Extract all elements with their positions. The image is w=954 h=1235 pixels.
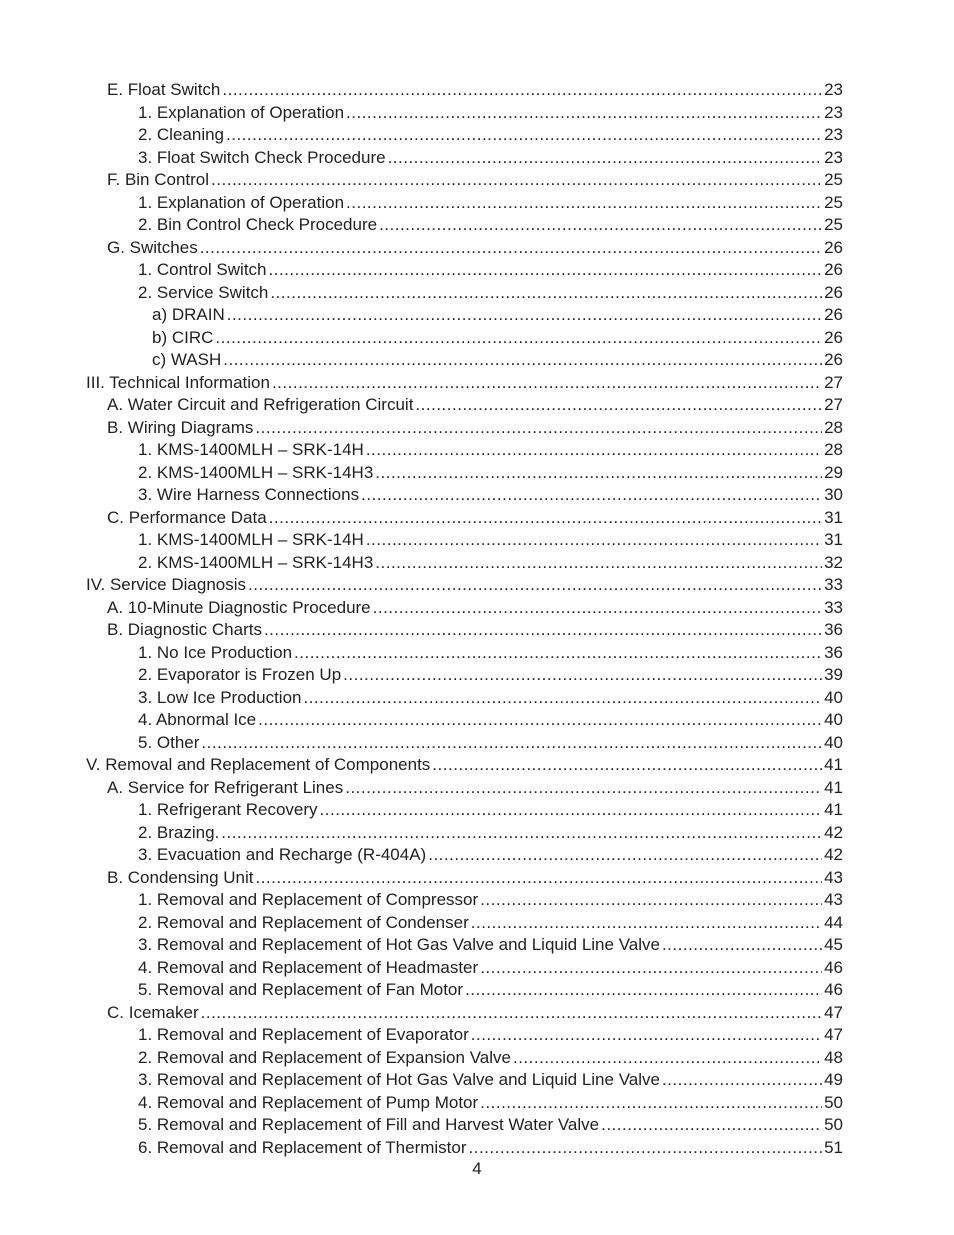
toc-entry-page: 45: [824, 935, 843, 954]
toc-entry[interactable]: [0, 957, 843, 980]
toc-entry[interactable]: [0, 349, 843, 372]
toc-entry-label: 1. Explanation of Operation: [138, 192, 345, 212]
toc-entry-page: 28: [824, 440, 843, 459]
dot-leader: [248, 574, 822, 597]
toc-entry[interactable]: [0, 507, 843, 530]
toc-entry-page: 28: [824, 417, 843, 437]
toc-entry-page: 47: [824, 1002, 843, 1022]
toc-entry[interactable]: [0, 124, 843, 147]
toc-entry-page: 31: [824, 507, 843, 527]
toc-entry-label: 4. Removal and Replacement of Headmaster: [138, 957, 479, 977]
toc-entry-page: 36: [824, 620, 843, 639]
toc-entry-page: 32: [824, 552, 843, 572]
toc-entry[interactable]: [0, 214, 843, 237]
toc-entry[interactable]: [0, 777, 843, 800]
toc-entry-label: 5. Removal and Replacement of Fan Motor: [138, 980, 464, 999]
toc-entry[interactable]: [0, 529, 843, 552]
toc-entry[interactable]: [0, 732, 843, 755]
toc-entry-label: 2. KMS-1400MLH – SRK-14H3: [138, 552, 374, 572]
toc-entry[interactable]: [0, 1024, 843, 1047]
dot-leader: [662, 934, 822, 957]
dot-leader: [269, 507, 822, 530]
toc-entry-page: 25: [824, 192, 843, 212]
toc-entry-page: 33: [824, 575, 843, 594]
toc-entry-page: 23: [824, 125, 843, 144]
toc-entry[interactable]: [0, 687, 843, 710]
toc-entry[interactable]: [0, 192, 843, 215]
toc-entry-label: 1. Removal and Replacement of Evaporator: [138, 1025, 469, 1044]
dot-leader: [379, 214, 822, 237]
toc-entry-label: E. Float Switch: [107, 80, 221, 99]
dot-leader: [361, 484, 822, 507]
dot-leader: [346, 102, 822, 125]
toc-entry-label: c) WASH: [152, 350, 222, 369]
toc-entry-page: 39: [824, 665, 843, 684]
toc-entry[interactable]: [0, 327, 843, 350]
toc-entry[interactable]: [0, 1002, 843, 1025]
dot-leader: [469, 1137, 823, 1160]
toc-entry-page: 27: [824, 395, 843, 414]
toc-entry-page: 42: [824, 845, 843, 864]
toc-entry[interactable]: [0, 709, 843, 732]
dot-leader: [270, 282, 822, 305]
toc-entry-label: 2. Removal and Replacement of Expansion Valve: [138, 1047, 511, 1067]
toc-entry-page: 26: [824, 305, 843, 324]
toc-entry-page: 49: [824, 1070, 843, 1089]
toc-entry[interactable]: [0, 1069, 843, 1092]
toc-entry[interactable]: [0, 394, 843, 417]
toc-entry-label: B. Diagnostic Charts: [107, 620, 262, 639]
toc-entry-page: 44: [824, 912, 843, 932]
toc-entry-label: V. Removal and Replacement of Components: [86, 755, 431, 774]
dot-leader: [662, 1069, 822, 1092]
toc-entry-label: 2. KMS-1400MLH – SRK-14H3: [138, 462, 374, 482]
dot-leader: [258, 709, 822, 732]
toc-entry-page: 27: [824, 372, 843, 392]
toc-entry-page: 43: [824, 890, 843, 909]
toc-entry[interactable]: [0, 867, 843, 890]
page-number: 4: [472, 1159, 482, 1178]
toc-entry-label: 3. Removal and Replacement of Hot Gas Valve and Liquid Line Valve: [138, 1070, 660, 1089]
dot-leader: [480, 1092, 822, 1115]
toc-entry[interactable]: [0, 79, 843, 102]
dot-leader: [303, 687, 822, 710]
dot-leader: [255, 417, 822, 440]
toc-entry[interactable]: [0, 147, 843, 170]
toc-entry-label: III. Technical Information: [86, 372, 270, 392]
toc-entry-label: 1. Explanation of Operation: [138, 102, 345, 122]
toc-entry-label: 2. Service Switch: [138, 282, 269, 302]
toc-entry-page: 33: [824, 597, 843, 617]
dot-leader: [269, 259, 823, 282]
toc-entry-label: A. Water Circuit and Refrigeration Circuit: [107, 395, 414, 414]
dot-leader: [346, 192, 822, 215]
toc-entry-label: 4. Removal and Replacement of Pump Motor: [138, 1092, 479, 1112]
toc-entry-label: 5. Other: [138, 732, 200, 752]
toc-entry-page: 29: [824, 462, 843, 482]
dot-leader: [221, 822, 822, 845]
toc-entry-page: 31: [824, 530, 843, 549]
toc-entry-label: b) CIRC: [152, 327, 214, 347]
toc-entry-label: 1. KMS-1400MLH – SRK-14H: [138, 530, 364, 549]
dot-leader: [366, 439, 822, 462]
dot-leader: [227, 304, 822, 327]
toc-entry[interactable]: [0, 259, 843, 282]
toc-entry-label: 2. Removal and Replacement of Condenser: [138, 912, 469, 932]
toc-entry-page: 25: [824, 170, 843, 189]
toc-entry-page: 47: [824, 1025, 843, 1044]
toc-entry-label: 4. Abnormal Ice: [138, 710, 257, 729]
toc-entry-label: G. Switches: [107, 237, 198, 257]
toc-entry-label: 3. Removal and Replacement of Hot Gas Valve and Liquid Line Valve: [138, 935, 660, 954]
dot-leader: [320, 799, 823, 822]
toc-entry-page: 46: [824, 957, 843, 977]
toc-entry-page: 25: [824, 215, 843, 234]
toc-entry-label: 1. Control Switch: [138, 260, 267, 279]
toc-entry[interactable]: [0, 439, 843, 462]
toc-entry-label: 5. Removal and Replacement of Fill and Harvest Water Valve: [138, 1115, 600, 1134]
toc-entry-label: 2. Bin Control Check Procedure: [138, 215, 378, 234]
dot-leader: [513, 1047, 822, 1070]
dot-leader: [345, 777, 822, 800]
toc-entry-label: 3. Float Switch Check Procedure: [138, 147, 386, 167]
toc-entry[interactable]: [0, 754, 843, 777]
dot-leader: [264, 619, 822, 642]
toc-entry-label: 2. Brazing.: [138, 822, 220, 842]
toc-entry-label: 3. Wire Harness Connections: [138, 485, 360, 504]
toc-entry-page: 50: [824, 1115, 843, 1134]
toc-entry-page: 26: [824, 350, 843, 369]
toc-entry[interactable]: [0, 799, 843, 822]
dot-leader: [211, 169, 822, 192]
toc-entry[interactable]: [0, 462, 843, 485]
toc-entry[interactable]: [0, 934, 843, 957]
toc-entry-page: 41: [824, 777, 843, 797]
toc-entry[interactable]: [0, 1047, 843, 1070]
dot-leader: [223, 349, 822, 372]
dot-leader: [200, 237, 822, 260]
dot-leader: [432, 754, 822, 777]
toc-entry-label: 1. Refrigerant Recovery: [138, 800, 318, 819]
toc-entry[interactable]: [0, 664, 843, 687]
toc-entry[interactable]: [0, 574, 843, 597]
dot-leader: [480, 889, 822, 912]
dot-leader: [465, 979, 822, 1002]
toc-entry-label: 2. Evaporator is Frozen Up: [138, 665, 342, 684]
toc-entry[interactable]: [0, 484, 843, 507]
toc-entry-page: 26: [824, 260, 843, 279]
toc-entry-label: C. Performance Data: [107, 507, 267, 527]
toc-entry-page: 43: [824, 867, 843, 887]
dot-leader: [415, 394, 822, 417]
toc-entry-page: 26: [824, 282, 843, 302]
dot-leader: [428, 844, 822, 867]
toc-entry[interactable]: [0, 304, 843, 327]
dot-leader: [366, 529, 822, 552]
toc-entry-label: IV. Service Diagnosis: [86, 575, 247, 594]
toc-entry-label: A. 10-Minute Diagnostic Procedure: [107, 597, 371, 617]
toc-entry-page: 36: [824, 642, 843, 662]
toc-entry-label: 1. KMS-1400MLH – SRK-14H: [138, 440, 364, 459]
toc-entry-page: 23: [824, 80, 843, 99]
dot-leader: [226, 124, 822, 147]
table-of-contents: [0, 79, 954, 1159]
toc-entry[interactable]: [0, 169, 843, 192]
toc-entry-page: 48: [824, 1047, 843, 1067]
toc-entry[interactable]: [0, 597, 843, 620]
dot-leader: [480, 957, 822, 980]
dot-leader: [201, 1002, 822, 1025]
toc-entry-label: 3. Evacuation and Recharge (R-404A): [138, 845, 427, 864]
toc-entry-label: a) DRAIN: [152, 305, 225, 324]
toc-entry-label: 3. Low Ice Production: [138, 687, 302, 707]
toc-entry[interactable]: [0, 237, 843, 260]
toc-entry-page: 40: [824, 710, 843, 729]
toc-entry[interactable]: [0, 282, 843, 305]
dot-leader: [201, 732, 822, 755]
toc-entry-page: 51: [824, 1137, 843, 1157]
toc-entry-page: 26: [824, 327, 843, 347]
dot-leader: [471, 912, 822, 935]
toc-entry-page: 23: [824, 102, 843, 122]
dot-leader: [215, 327, 822, 350]
toc-entry-label: B. Wiring Diagrams: [107, 417, 254, 437]
toc-entry-page: 40: [824, 687, 843, 707]
dot-leader: [255, 867, 822, 890]
toc-entry-label: A. Service for Refrigerant Lines: [107, 777, 344, 797]
toc-entry[interactable]: [0, 979, 843, 1002]
toc-entry-page: 30: [824, 485, 843, 504]
toc-entry-page: 46: [824, 980, 843, 999]
toc-entry-label: C. Icemaker: [107, 1002, 199, 1022]
toc-entry[interactable]: [0, 1092, 843, 1115]
toc-entry[interactable]: [0, 1137, 843, 1160]
dot-leader: [272, 372, 822, 395]
toc-entry-page: 41: [824, 800, 843, 819]
toc-entry[interactable]: [0, 844, 843, 867]
dot-leader: [343, 664, 822, 687]
toc-entry[interactable]: [0, 552, 843, 575]
toc-entry-label: 6. Removal and Replacement of Thermistor: [138, 1137, 467, 1157]
toc-entry-page: 41: [824, 755, 843, 774]
dot-leader: [375, 552, 822, 575]
toc-entry-page: 42: [824, 822, 843, 842]
dot-leader: [375, 462, 822, 485]
toc-entry-label: 1. Removal and Replacement of Compressor: [138, 890, 479, 909]
toc-entry[interactable]: [0, 619, 843, 642]
toc-entry-label: 2. Cleaning: [138, 125, 225, 144]
toc-entry-page: 50: [824, 1092, 843, 1112]
toc-entry[interactable]: [0, 889, 843, 912]
toc-entry-label: F. Bin Control: [107, 170, 210, 189]
toc-entry-label: 1. No Ice Production: [138, 642, 293, 662]
toc-entry[interactable]: [0, 642, 843, 665]
toc-entry[interactable]: [0, 372, 843, 395]
toc-entry[interactable]: [0, 102, 843, 125]
toc-entry-page: 23: [824, 147, 843, 167]
toc-entry-page: 40: [824, 732, 843, 752]
toc-entry[interactable]: [0, 912, 843, 935]
dot-leader: [373, 597, 822, 620]
dot-leader: [222, 79, 822, 102]
toc-entry-page: 26: [824, 237, 843, 257]
dot-leader: [294, 642, 822, 665]
dot-leader: [601, 1114, 822, 1137]
dot-leader: [471, 1024, 822, 1047]
toc-entry[interactable]: [0, 1114, 843, 1137]
toc-entry[interactable]: [0, 417, 843, 440]
toc-entry-label: B. Condensing Unit: [107, 867, 254, 887]
toc-entry[interactable]: [0, 822, 843, 845]
dot-leader: [388, 147, 823, 170]
